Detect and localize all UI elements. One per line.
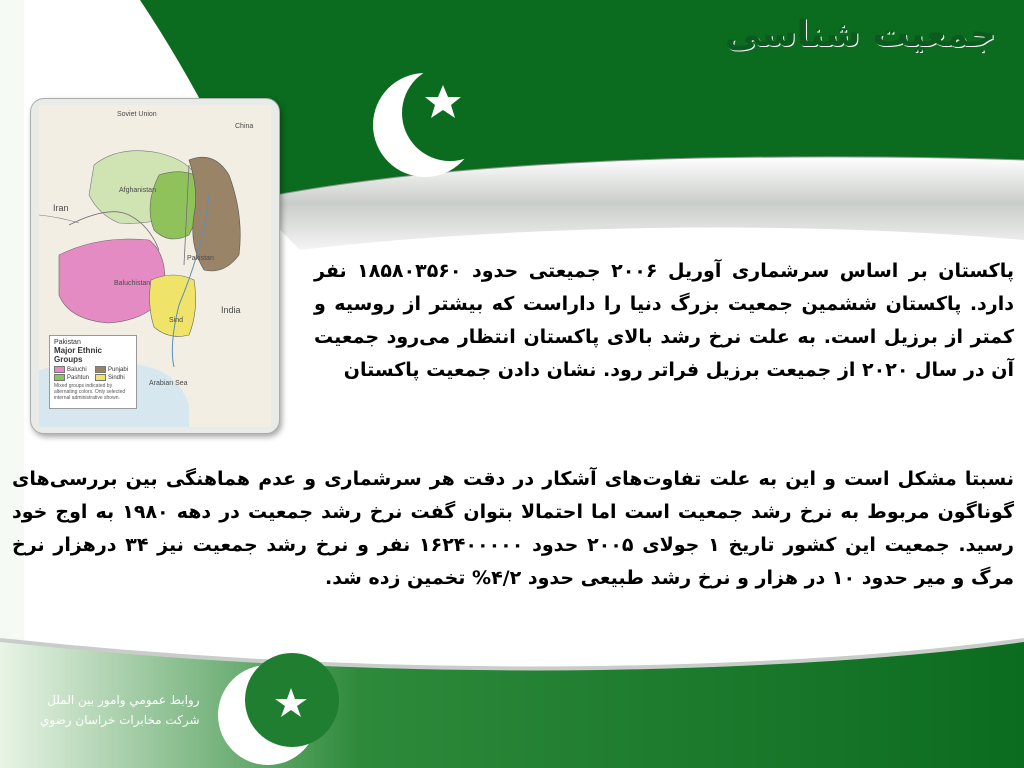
legend-items	[54, 366, 132, 381]
map-legend	[49, 335, 137, 409]
legend-swatch	[54, 366, 65, 373]
legend-item-label: Punjabi	[108, 366, 129, 373]
map-label-soviet: Soviet Union	[117, 111, 157, 118]
map-label-arabian-sea: Arabian Sea	[149, 380, 188, 387]
map-label-afghanistan: Afghanistan	[119, 187, 156, 194]
legend-item-label: Baluchi	[67, 366, 87, 373]
legend-country: Pakistan	[54, 339, 81, 346]
legend-item-label: Sindhi	[108, 374, 125, 381]
map-label-baluchistan: Baluchistan	[114, 280, 151, 287]
legend-item-label: Pashtun	[67, 374, 90, 381]
paragraph-part-1: پاکستان بر اساس سرشماری آوریل ۲۰۰۶ جمیعتی حدود ۱۸۵۸۰۳۵۶۰ نفر دارد. پاکستان ششمین جمعیت بزرگ دنیا را داراست که بیشتر از روسیه و کمتر از برزیل است. به علت نرخ رشد بالای پاکستان انتظار می‌رود جمعیت آن در سال ۲۰۲۰ از جمیعت برزیل فراتر رود. نشان دادن جمعیت پاکستان	[314, 260, 1014, 381]
legend-swatch	[54, 374, 65, 381]
map-label-pakistan: Pakistan	[187, 255, 214, 262]
footer-organization	[40, 690, 200, 730]
footer-line-2: شركت مخابرات خراسان رضوي	[40, 713, 200, 727]
legend-note: Mixed groups indicated by alternating colors. Only selected internal administrative shown.	[54, 383, 126, 401]
map-image	[39, 105, 271, 427]
map-label-sind: Sind	[169, 317, 184, 324]
slide-title: جمعیت شناسی	[724, 14, 996, 55]
map-label-china: China	[235, 123, 254, 130]
legend-item	[95, 366, 132, 373]
legend-item	[54, 374, 91, 381]
legend-item	[54, 366, 91, 373]
legend-title: Major Ethnic Groups	[54, 346, 103, 364]
legend-item	[95, 374, 132, 381]
map-label-india: India	[221, 305, 241, 315]
footer-line-1: روابط عمومي وامور بين الملل	[47, 693, 200, 707]
paragraph-part-2: نسبتا مشکل است و این به علت تفاوت‌های آشکار در دقت هر سرشماری و عدم هماهنگی بین بررسی‌های گوناگون مربوط به نرخ رشد جمعیت است اما احتمالا بتوان گفت نرخ رشد جمعیت در دهه ۱۹۸۰ به اوج خود رسید. جمعیت این کشور تاریخ ۱ جولای ۲۰۰۵ حدود ۱۶۲۴۰۰۰۰۰ نفر و نرخ رشد جمعیت نیز ۳۴ درهزار نرخ مرگ و میر حدود ۱۰ در هزار و نرخ رشد طبیعی حدود ۴/۲% تخمین زده شد.	[12, 468, 1014, 589]
map-label-iran: Iran	[53, 203, 69, 213]
pakistan-ethnic-map	[30, 98, 280, 434]
legend-swatch	[95, 366, 106, 373]
legend-swatch	[95, 374, 106, 381]
